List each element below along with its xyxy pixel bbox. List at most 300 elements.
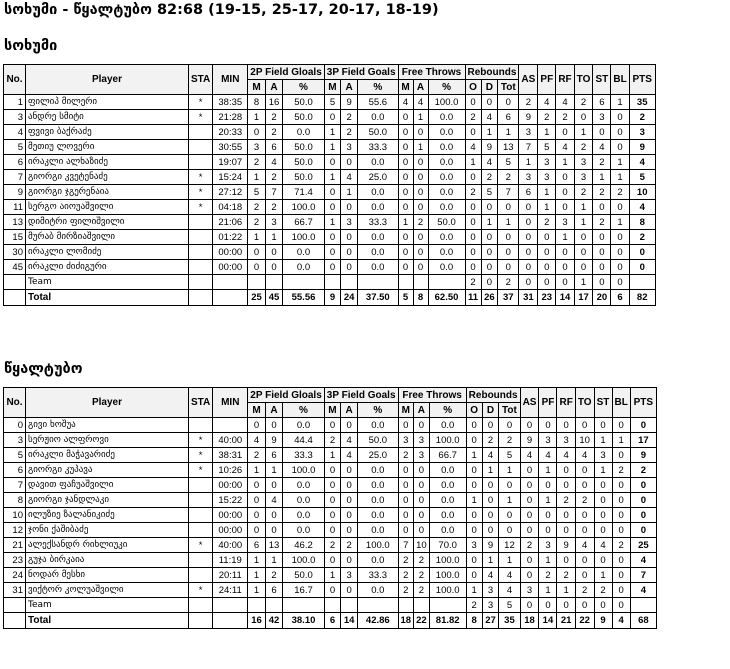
cell-fg2-m: 0: [248, 418, 265, 433]
cell-reb-tot: 6: [498, 110, 519, 125]
cell-min: 40:00: [213, 433, 248, 448]
cell-ft-pct: 100.0: [429, 553, 466, 568]
cell-min: 15:22: [213, 493, 248, 508]
total-fg3-a: 24: [341, 290, 358, 306]
cell-ft-m: 0: [398, 418, 414, 433]
cell-rf: 0: [557, 463, 575, 478]
cell-sta: *: [189, 538, 213, 553]
cell-st: 2: [594, 583, 612, 598]
cell-ft-m: 0: [398, 185, 413, 200]
subheader-reb-tot: Tot: [498, 80, 519, 95]
cell-ft-pct: 0.0: [429, 508, 466, 523]
cell-min: 10:26: [213, 463, 248, 478]
header-rf: RF: [557, 388, 575, 418]
subheader-ft-m: M: [398, 403, 414, 418]
cell-ft-pct: 0.0: [428, 125, 465, 140]
cell-fg2-m: 6: [248, 538, 265, 553]
cell-ft-a: [413, 275, 428, 290]
cell-to: 0: [575, 598, 594, 613]
cell-fg2-a: 6: [265, 448, 282, 463]
cell-ft-a: 0: [414, 508, 430, 523]
cell-as: 0: [520, 568, 539, 583]
cell-ft-a: 0: [414, 478, 430, 493]
total-fg2-pct: 55.56: [283, 290, 325, 306]
header-player: Player: [26, 65, 189, 95]
header-as: AS: [520, 388, 539, 418]
cell-to: 2: [574, 140, 593, 155]
player-row: [4, 170, 656, 185]
cell-pts: 4: [630, 553, 656, 568]
cell-fg3-m: 0: [324, 200, 340, 215]
cell-reb-d: 4: [482, 568, 499, 583]
cell-fg3-m: 2: [324, 538, 340, 553]
cell-fg3-m: 1: [324, 170, 340, 185]
cell-reb-d: 0: [481, 260, 498, 275]
cell-bl: 0: [611, 200, 629, 215]
subheader-fg2-pct: %: [283, 80, 325, 95]
cell-player: გიორგი ჯგერენაია: [26, 185, 189, 200]
cell-reb-tot: 0: [498, 95, 519, 110]
total-min: [213, 613, 248, 629]
cell-sta: [189, 230, 213, 245]
cell-player: სერჟიო ალფროვი: [26, 433, 189, 448]
header-pts: PTS: [630, 388, 656, 418]
cell-reb-o: 4: [465, 140, 481, 155]
total-bl: 6: [611, 290, 629, 306]
cell-fg2-pct: 50.0: [283, 170, 325, 185]
cell-pf: 0: [539, 508, 557, 523]
cell-reb-tot: 0: [499, 523, 520, 538]
cell-ft-m: 0: [398, 478, 414, 493]
cell-ft-m: 4: [398, 95, 413, 110]
cell-fg3-m: 0: [324, 260, 340, 275]
cell-reb-tot: 1: [499, 553, 520, 568]
player-row: [4, 110, 656, 125]
cell-ft-a: 1: [413, 140, 428, 155]
cell-fg3-m: [324, 275, 340, 290]
cell-reb-d: 0: [482, 508, 499, 523]
cell-fg3-a: [341, 275, 358, 290]
cell-ft-pct: 66.7: [429, 448, 466, 463]
cell-to: 1: [574, 125, 593, 140]
cell-bl: 0: [611, 140, 629, 155]
total-fg3-pct: 37.50: [358, 290, 398, 306]
cell-sta: [189, 478, 213, 493]
cell-fg2-a: 2: [265, 568, 282, 583]
cell-fg3-a: 4: [341, 433, 358, 448]
cell-rf: 2: [557, 493, 575, 508]
subheader-reb-tot: Tot: [499, 403, 520, 418]
cell-rf: 0: [556, 200, 574, 215]
cell-ft-m: [398, 275, 413, 290]
cell-ft-pct: 0.0: [429, 523, 466, 538]
cell-reb-d: 1: [481, 125, 498, 140]
cell-bl: 2: [611, 185, 629, 200]
subheader-fg3-m: M: [324, 403, 340, 418]
cell-ft-a: 2: [414, 553, 430, 568]
cell-rf: 0: [557, 508, 575, 523]
header-min: MIN: [213, 388, 248, 418]
subheader-fg3-a: A: [341, 80, 358, 95]
cell-player: ფვივი ბაქრაძე: [26, 125, 189, 140]
cell-no: 24: [4, 568, 26, 583]
cell-pf: 0: [538, 230, 556, 245]
cell-ft-a: 0: [413, 260, 428, 275]
cell-no: 1: [4, 95, 26, 110]
cell-fg3-pct: 25.0: [358, 170, 398, 185]
cell-fg3-pct: 0.0: [358, 478, 398, 493]
subheader-reb-o: O: [466, 403, 482, 418]
cell-fg3-a: 0: [341, 245, 358, 260]
cell-to: 1: [574, 275, 593, 290]
cell-fg3-m: 1: [324, 215, 340, 230]
cell-fg3-m: 1: [324, 448, 340, 463]
cell-fg3-m: 0: [324, 553, 340, 568]
total-row: [4, 290, 656, 306]
cell-to: 0: [575, 463, 594, 478]
total-fg2-m: 25: [248, 290, 265, 306]
cell-min: 00:00: [213, 245, 248, 260]
cell-rf: 1: [556, 230, 574, 245]
header-bl: BL: [611, 65, 629, 95]
cell-fg2-a: 0: [265, 508, 282, 523]
cell-ft-pct: 0.0: [429, 478, 466, 493]
cell-rf: 0: [556, 185, 574, 200]
cell-ft-a: 2: [413, 215, 428, 230]
cell-fg3-pct: 100.0: [358, 538, 398, 553]
cell-no: 15: [4, 230, 26, 245]
cell-rf: 2: [556, 110, 574, 125]
cell-rf: 0: [556, 245, 574, 260]
player-row: [4, 155, 656, 170]
cell-reb-o: 2: [465, 110, 481, 125]
cell-reb-d: 1: [482, 553, 499, 568]
cell-reb-o: 0: [466, 568, 482, 583]
cell-as: 9: [519, 110, 538, 125]
cell-ft-pct: 0.0: [428, 260, 465, 275]
header-st: ST: [594, 388, 612, 418]
cell-pf: 1: [539, 553, 557, 568]
cell-st: 2: [593, 215, 611, 230]
cell-as: 6: [519, 185, 538, 200]
header-to: TO: [575, 388, 594, 418]
subheader-fg3-m: M: [324, 80, 340, 95]
header-no: No.: [4, 65, 26, 95]
cell-fg3-pct: 0.0: [358, 245, 398, 260]
cell-fg2-a: 2: [265, 170, 282, 185]
cell-sta: [189, 508, 213, 523]
cell-fg2-pct: 50.0: [283, 155, 325, 170]
cell-sta: [189, 140, 213, 155]
cell-player: დავით ფაჩუაშვილი: [26, 478, 189, 493]
subheader-fg2-m: M: [248, 403, 265, 418]
cell-ft-a: 0: [413, 170, 428, 185]
cell-min: 00:00: [213, 260, 248, 275]
cell-pts: 7: [630, 568, 656, 583]
cell-fg3-pct: 33.3: [358, 568, 398, 583]
cell-reb-tot: 1: [499, 463, 520, 478]
cell-fg3-pct: [358, 275, 398, 290]
cell-ft-m: 1: [398, 215, 413, 230]
cell-fg2-m: 1: [248, 170, 265, 185]
cell-rf: 1: [556, 155, 574, 170]
total-ft-m: 18: [398, 613, 414, 629]
cell-sta: *: [189, 110, 213, 125]
cell-rf: 0: [556, 170, 574, 185]
cell-ft-pct: 0.0: [429, 418, 466, 433]
total-fg2-a: 45: [265, 290, 282, 306]
cell-fg2-a: 2: [265, 110, 282, 125]
header-free-throws: Free Throws: [398, 388, 466, 403]
cell-player: Team: [26, 275, 189, 290]
cell-no: 6: [4, 463, 26, 478]
cell-fg2-m: 1: [248, 110, 265, 125]
total-ft-pct: 62.50: [428, 290, 465, 306]
cell-fg2-a: 9: [265, 433, 282, 448]
cell-ft-pct: 100.0: [429, 583, 466, 598]
cell-pf: 5: [538, 140, 556, 155]
cell-fg2-m: 2: [248, 215, 265, 230]
cell-ft-m: 2: [398, 568, 414, 583]
cell-reb-tot: 7: [498, 185, 519, 200]
cell-player: ირაკლი ლომიძე: [26, 245, 189, 260]
cell-bl: 2: [612, 538, 630, 553]
cell-sta: *: [189, 170, 213, 185]
cell-fg2-a: 0: [265, 245, 282, 260]
cell-to: 0: [575, 508, 594, 523]
total-ft-a: 22: [414, 613, 430, 629]
cell-fg3-a: 3: [341, 215, 358, 230]
header-rebounds: Rebounds: [466, 388, 520, 403]
player-row: [4, 568, 657, 583]
cell-pf: 0: [539, 598, 557, 613]
cell-st: 4: [594, 538, 612, 553]
total-as: 18: [520, 613, 539, 629]
cell-fg3-m: 0: [324, 523, 340, 538]
cell-as: 0: [520, 598, 539, 613]
cell-ft-m: 0: [398, 200, 413, 215]
cell-st: 1: [594, 433, 612, 448]
cell-ft-m: 0: [398, 230, 413, 245]
cell-fg2-m: 3: [248, 140, 265, 155]
cell-as: 4: [520, 448, 539, 463]
cell-player: გიორგი ჯანდლაკი: [26, 493, 189, 508]
cell-reb-d: 0: [482, 418, 499, 433]
cell-reb-d: 0: [481, 95, 498, 110]
cell-to: 4: [575, 538, 594, 553]
player-row: [4, 245, 656, 260]
cell-sta: *: [189, 95, 213, 110]
cell-fg2-pct: 100.0: [283, 463, 325, 478]
cell-player: ჯონი ქაშიბაძე: [26, 523, 189, 538]
cell-fg3-pct: 0.0: [358, 508, 398, 523]
cell-reb-d: 9: [481, 140, 498, 155]
cell-player: სერგო აიოუაშვილი: [26, 200, 189, 215]
cell-no: 4: [4, 125, 26, 140]
cell-to: 2: [574, 95, 593, 110]
cell-fg2-a: 0: [265, 523, 282, 538]
cell-pf: 1: [538, 200, 556, 215]
cell-reb-tot: 2: [498, 275, 519, 290]
header-2p-field-goals: 2P Field Gloals: [248, 388, 325, 403]
cell-fg3-a: 4: [341, 170, 358, 185]
cell-sta: [189, 275, 213, 290]
cell-bl: 0: [612, 478, 630, 493]
total-reb-tot: 35: [499, 613, 520, 629]
subheader-ft-a: A: [414, 403, 430, 418]
total-reb-d: 26: [481, 290, 498, 306]
cell-st: 0: [594, 418, 612, 433]
cell-reb-o: 3: [466, 538, 482, 553]
cell-fg2-a: [265, 275, 282, 290]
cell-bl: 0: [612, 568, 630, 583]
cell-fg2-a: 2: [265, 200, 282, 215]
cell-fg3-pct: 0.0: [358, 418, 398, 433]
cell-player: გივი ხოშუა: [26, 418, 189, 433]
cell-as: 0: [520, 418, 539, 433]
cell-min: 00:00: [213, 523, 248, 538]
cell-ft-a: 0: [413, 125, 428, 140]
cell-fg2-a: 2: [265, 125, 282, 140]
cell-ft-a: 3: [414, 433, 430, 448]
cell-as: 3: [519, 125, 538, 140]
cell-fg3-a: 1: [341, 185, 358, 200]
player-row: [4, 215, 656, 230]
cell-fg2-m: 0: [248, 245, 265, 260]
cell-pts: 9: [629, 140, 655, 155]
cell-fg3-pct: 50.0: [358, 125, 398, 140]
cell-ft-a: 0: [413, 155, 428, 170]
cell-no: [4, 598, 26, 613]
cell-min: 20:33: [213, 125, 248, 140]
cell-sta: [189, 418, 213, 433]
cell-pts: [629, 275, 655, 290]
cell-pf: 0: [538, 275, 556, 290]
cell-reb-d: 0: [481, 245, 498, 260]
cell-fg2-pct: 0.0: [283, 523, 325, 538]
cell-bl: 0: [611, 245, 629, 260]
total-fg3-m: 6: [324, 613, 340, 629]
cell-fg2-a: 4: [265, 155, 282, 170]
cell-rf: 4: [557, 448, 575, 463]
cell-fg2-pct: 71.4: [283, 185, 325, 200]
cell-reb-d: 0: [481, 230, 498, 245]
cell-to: 4: [575, 448, 594, 463]
cell-ft-m: 0: [398, 245, 413, 260]
cell-fg3-a: 3: [341, 568, 358, 583]
cell-to: 0: [574, 260, 593, 275]
cell-fg3-m: 0: [324, 493, 340, 508]
cell-pf: 0: [538, 245, 556, 260]
cell-fg3-a: 0: [341, 493, 358, 508]
cell-as: 2: [520, 538, 539, 553]
cell-no: 5: [4, 448, 26, 463]
cell-reb-d: 4: [482, 448, 499, 463]
cell-no: 5: [4, 140, 26, 155]
cell-fg2-pct: 100.0: [283, 200, 325, 215]
cell-pts: 4: [629, 155, 655, 170]
total-pts: 82: [629, 290, 655, 306]
cell-fg3-a: 0: [341, 418, 358, 433]
header-sta: STA: [189, 65, 213, 95]
cell-fg3-m: [324, 598, 340, 613]
header-min: MIN: [213, 65, 248, 95]
cell-no: 13: [4, 215, 26, 230]
cell-to: 2: [575, 583, 594, 598]
cell-ft-m: 3: [398, 433, 414, 448]
cell-fg2-m: 5: [248, 185, 265, 200]
total-rf: 21: [557, 613, 575, 629]
cell-fg2-m: [248, 598, 265, 613]
cell-fg2-pct: 50.0: [283, 140, 325, 155]
cell-fg2-pct: 33.3: [283, 448, 325, 463]
cell-st: 1: [594, 568, 612, 583]
header-rf: RF: [556, 65, 574, 95]
total-player: Total: [26, 290, 189, 306]
cell-as: 0: [520, 508, 539, 523]
cell-reb-tot: 4: [499, 568, 520, 583]
total-pf: 14: [539, 613, 557, 629]
header-pts: PTS: [629, 65, 655, 95]
total-reb-o: 11: [465, 290, 481, 306]
cell-reb-o: 0: [466, 478, 482, 493]
player-row: [4, 463, 657, 478]
cell-fg3-pct: 0.0: [358, 583, 398, 598]
cell-fg3-pct: 0.0: [358, 155, 398, 170]
cell-ft-pct: 0.0: [428, 245, 465, 260]
cell-fg2-a: 6: [265, 583, 282, 598]
cell-pf: 0: [539, 478, 557, 493]
header-bl: BL: [612, 388, 630, 418]
player-row: [4, 433, 657, 448]
cell-pts: 25: [630, 538, 656, 553]
cell-fg2-pct: 44.4: [283, 433, 325, 448]
cell-fg2-m: 0: [248, 478, 265, 493]
player-row: [4, 200, 656, 215]
cell-no: 6: [4, 155, 26, 170]
player-row: [4, 553, 657, 568]
cell-ft-pct: 0.0: [428, 110, 465, 125]
team-stats-row: [4, 275, 656, 290]
cell-min: 00:00: [213, 508, 248, 523]
cell-fg2-m: 0: [248, 508, 265, 523]
page-title: სოხუმი - წყალტუბო 82:68 (19-15, 25-17, 20-17, 18-19): [4, 2, 439, 18]
cell-as: 3: [519, 170, 538, 185]
cell-ft-a: 0: [413, 245, 428, 260]
cell-ft-pct: 0.0: [429, 463, 466, 478]
header-player: Player: [26, 388, 189, 418]
cell-ft-a: 3: [414, 448, 430, 463]
cell-reb-tot: 1: [498, 215, 519, 230]
header-row: [4, 388, 657, 403]
cell-reb-tot: 1: [498, 125, 519, 140]
cell-no: 3: [4, 110, 26, 125]
cell-bl: 1: [611, 215, 629, 230]
cell-st: 1: [594, 463, 612, 478]
cell-rf: 0: [556, 275, 574, 290]
cell-min: [213, 275, 248, 290]
cell-sta: *: [189, 200, 213, 215]
cell-bl: 0: [611, 125, 629, 140]
cell-st: 0: [594, 478, 612, 493]
cell-ft-pct: [429, 598, 466, 613]
player-row: [4, 230, 656, 245]
cell-fg3-m: 5: [324, 95, 340, 110]
cell-player: Team: [26, 598, 189, 613]
cell-fg3-pct: [358, 598, 398, 613]
cell-fg3-m: 1: [324, 125, 340, 140]
cell-rf: 2: [557, 568, 575, 583]
